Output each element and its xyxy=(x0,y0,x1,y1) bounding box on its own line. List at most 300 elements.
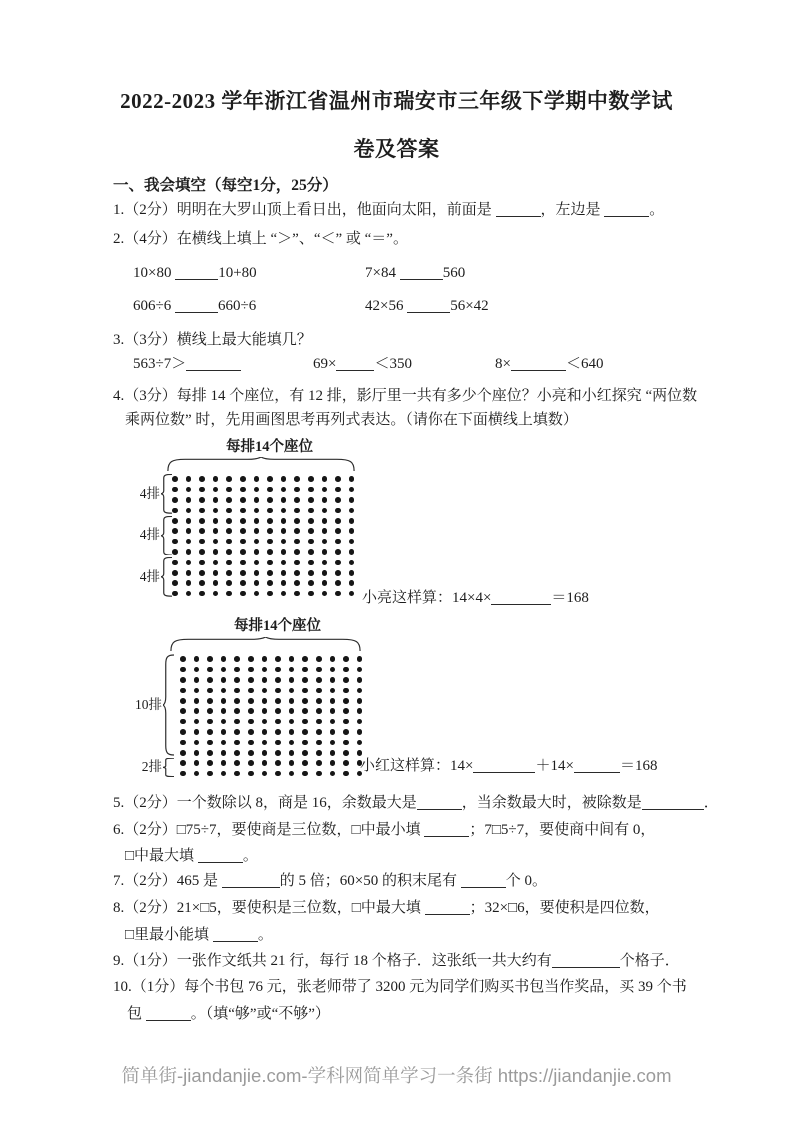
seat-dot xyxy=(275,729,281,735)
seat-dot xyxy=(308,560,314,566)
seat-dot xyxy=(335,476,341,482)
seat-dot xyxy=(275,677,281,683)
figure-2-calc xyxy=(360,756,657,776)
seat-dot xyxy=(199,580,205,586)
seat-dot xyxy=(226,549,232,555)
seat-dot xyxy=(207,760,213,766)
seat-dot xyxy=(302,719,308,725)
seat-dot-grid xyxy=(172,474,362,599)
seat-dot xyxy=(275,740,281,746)
seat-dot xyxy=(254,549,260,555)
seat-dot xyxy=(302,656,308,662)
seat-dot xyxy=(343,667,349,673)
seat-dot xyxy=(172,570,178,576)
seat-dot xyxy=(234,740,240,746)
seat-dot xyxy=(248,677,254,683)
seat-dot xyxy=(240,549,246,555)
seat-dot xyxy=(172,487,178,493)
seat-dot xyxy=(262,656,268,662)
seat-dot xyxy=(262,698,268,704)
seat-dot xyxy=(308,487,314,493)
calc-text: 小红这样算：14× xyxy=(360,758,474,774)
fill-blank xyxy=(400,264,443,280)
seat-dot xyxy=(316,729,322,735)
seat-dot xyxy=(302,740,308,746)
seat-dot xyxy=(207,750,213,756)
seat-dot xyxy=(289,740,295,746)
seat-dot xyxy=(226,528,232,534)
seat-dot xyxy=(335,591,341,597)
seat-dot xyxy=(275,708,281,714)
row-group-label: 4排 xyxy=(139,568,160,584)
seat-dot xyxy=(281,539,287,545)
seat-dot xyxy=(240,508,246,514)
seat-dot xyxy=(254,580,260,586)
seat-dot xyxy=(330,688,336,694)
seat-dot xyxy=(234,771,240,777)
question-8-line-2 xyxy=(125,925,273,945)
seat-dot xyxy=(335,497,341,503)
expression: 10×80 xyxy=(133,265,176,281)
seat-dot xyxy=(207,688,213,694)
fill-blank xyxy=(146,1005,191,1021)
seat-dot xyxy=(302,667,308,673)
question-2-expr xyxy=(365,296,489,316)
row-group-label: 4排 xyxy=(139,527,160,543)
seat-dot xyxy=(213,508,219,514)
seat-dot xyxy=(254,476,260,482)
seat-dot xyxy=(267,580,273,586)
seat-dot xyxy=(180,719,186,725)
seat-dot xyxy=(221,760,227,766)
seat-dot xyxy=(275,760,281,766)
seat-dot xyxy=(330,729,336,735)
seat-dot xyxy=(289,698,295,704)
seat-dot xyxy=(316,771,322,777)
seat-dot xyxy=(275,771,281,777)
question-3-expr xyxy=(495,354,603,374)
seat-dot xyxy=(221,729,227,735)
seat-dot xyxy=(207,740,213,746)
seat-dot xyxy=(308,570,314,576)
seat-dot xyxy=(254,591,260,597)
expression: 69× xyxy=(313,356,337,372)
seat-dot xyxy=(349,476,355,482)
seat-dot xyxy=(199,570,205,576)
seat-dot xyxy=(281,508,287,514)
seat-dot xyxy=(194,688,200,694)
seat-dot xyxy=(294,497,300,503)
seat-dot xyxy=(335,487,341,493)
seat-dot xyxy=(289,760,295,766)
seat-dot xyxy=(213,497,219,503)
seat-dot xyxy=(289,750,295,756)
seat-dot xyxy=(349,560,355,566)
seat-dot xyxy=(330,677,336,683)
seat-dot xyxy=(221,750,227,756)
seat-dot xyxy=(322,560,328,566)
seat-dot xyxy=(213,528,219,534)
seat-dot xyxy=(262,677,268,683)
question-2-expr xyxy=(133,296,256,316)
seat-dot xyxy=(221,719,227,725)
seat-dot xyxy=(281,487,287,493)
seat-dot xyxy=(226,591,232,597)
seat-dot xyxy=(240,487,246,493)
seat-dot xyxy=(221,708,227,714)
seat-dot xyxy=(207,656,213,662)
seat-dot xyxy=(172,560,178,566)
seat-dot xyxy=(322,539,328,545)
figure-2-row-groups xyxy=(126,653,174,778)
seat-dot xyxy=(226,580,232,586)
seat-dot xyxy=(357,740,363,746)
seat-dot xyxy=(349,539,355,545)
seat-dot xyxy=(294,508,300,514)
seat-dot xyxy=(289,688,295,694)
seat-dot xyxy=(267,528,273,534)
seat-dot xyxy=(213,487,219,493)
seat-dot xyxy=(275,667,281,673)
fill-blank xyxy=(496,201,541,217)
seat-dot xyxy=(234,729,240,735)
seat-dot xyxy=(335,528,341,534)
seat-dot xyxy=(343,719,349,725)
seat-dot xyxy=(294,487,300,493)
question-6-text: 6.（2分）□75÷7，要使商是三位数，□中最小填 xyxy=(113,822,425,838)
seat-dot xyxy=(199,528,205,534)
seat-dot xyxy=(322,580,328,586)
question-5-text: ． xyxy=(703,795,719,811)
footer-site-link[interactable]: 简单街-jiandanjie.com-学科网简单学习一条街 https://jiandanjie.com xyxy=(121,1065,672,1086)
seat-dot xyxy=(267,487,273,493)
seat-dot xyxy=(275,688,281,694)
seat-dot xyxy=(302,729,308,735)
expression: 10+80 xyxy=(218,265,257,281)
seat-dot xyxy=(172,528,178,534)
seat-dot xyxy=(180,656,186,662)
question-8-text: ；32×□6，要使积是四位数， xyxy=(469,900,660,916)
question-1-text: ，左边是 xyxy=(540,202,605,218)
calc-text: 小亮这样算：14×4× xyxy=(362,590,492,606)
seat-dot xyxy=(207,698,213,704)
seat-dot xyxy=(240,570,246,576)
expression: 606÷6 xyxy=(133,298,175,314)
expression: 8× xyxy=(495,356,511,372)
seat-dot xyxy=(343,688,349,694)
seat-dot xyxy=(281,591,287,597)
expression: ＜350 xyxy=(374,356,412,372)
seat-dot xyxy=(275,719,281,725)
seat-dot xyxy=(281,580,287,586)
seat-dot xyxy=(289,656,295,662)
seat-dot xyxy=(221,656,227,662)
seat-dot xyxy=(186,580,192,586)
fill-blank xyxy=(604,201,649,217)
question-2-expr xyxy=(133,263,257,283)
question-8-text: 。 xyxy=(257,927,273,943)
seat-dot xyxy=(308,508,314,514)
seat-dot xyxy=(281,528,287,534)
seat-dot xyxy=(294,476,300,482)
question-6-text: □中最大填 xyxy=(125,848,198,864)
seat-dot xyxy=(267,591,273,597)
seat-dot xyxy=(330,708,336,714)
question-5 xyxy=(113,793,719,813)
seat-dot xyxy=(213,560,219,566)
seat-dot xyxy=(281,476,287,482)
seat-dot xyxy=(289,771,295,777)
seat-dot xyxy=(207,771,213,777)
seat-dot xyxy=(240,560,246,566)
seat-dot xyxy=(254,487,260,493)
figure-2-caption: 每排14个座位 xyxy=(234,618,321,634)
seat-dot xyxy=(262,708,268,714)
fill-blank xyxy=(407,297,450,313)
seat-dot xyxy=(349,570,355,576)
seat-dot xyxy=(308,580,314,586)
seat-dot xyxy=(262,750,268,756)
seat-dot xyxy=(343,729,349,735)
seat-dot xyxy=(248,740,254,746)
seat-dot xyxy=(213,591,219,597)
seat-dot xyxy=(172,539,178,545)
question-7-text: 的 5 倍；60×50 的积末尾有 xyxy=(279,873,461,889)
seat-dot xyxy=(194,656,200,662)
seat-dot xyxy=(194,719,200,725)
seat-dot xyxy=(213,539,219,545)
row-group xyxy=(135,653,174,757)
seat-dot xyxy=(221,677,227,683)
seat-dot xyxy=(267,508,273,514)
seat-dot xyxy=(294,591,300,597)
seat-dot xyxy=(194,677,200,683)
seat-dot xyxy=(281,560,287,566)
expression: 42×56 xyxy=(365,298,408,314)
seat-dot xyxy=(262,740,268,746)
seat-dot xyxy=(199,518,205,524)
seat-dot xyxy=(234,698,240,704)
seat-dot xyxy=(262,688,268,694)
seat-dot xyxy=(349,487,355,493)
seat-dot xyxy=(240,497,246,503)
seat-dot xyxy=(316,750,322,756)
seat-dot xyxy=(343,677,349,683)
seat-dot xyxy=(180,688,186,694)
seat-dot xyxy=(262,667,268,673)
seat-dot xyxy=(302,698,308,704)
fill-blank xyxy=(642,794,704,810)
question-10-text: 。（填“够”或“不够”） xyxy=(190,1006,330,1022)
seat-dot xyxy=(207,667,213,673)
seat-dot xyxy=(308,549,314,555)
row-group xyxy=(140,556,172,598)
seat-dot xyxy=(308,476,314,482)
seat-dot xyxy=(308,497,314,503)
row-group-label: 4排 xyxy=(139,485,160,501)
seat-dot xyxy=(248,656,254,662)
fill-blank xyxy=(425,899,470,915)
seat-dot xyxy=(294,580,300,586)
seat-dot xyxy=(172,508,178,514)
seat-dot xyxy=(186,570,192,576)
seat-dot xyxy=(234,677,240,683)
seat-dot xyxy=(180,729,186,735)
seat-dot xyxy=(294,549,300,555)
seat-dot xyxy=(234,708,240,714)
question-6-line-1 xyxy=(113,820,655,840)
seat-dot xyxy=(240,591,246,597)
seat-dot xyxy=(248,708,254,714)
seat-dot xyxy=(248,688,254,694)
top-brace xyxy=(169,637,362,651)
seat-dot xyxy=(213,549,219,555)
question-8-line-1 xyxy=(113,898,660,918)
question-3-head: 3.（3分）横线上最大能填几？ xyxy=(113,332,312,348)
seat-dot xyxy=(172,549,178,555)
seat-dot xyxy=(194,667,200,673)
seat-dot xyxy=(199,560,205,566)
seat-dot xyxy=(186,591,192,597)
seat-dot xyxy=(226,518,232,524)
seat-dot xyxy=(335,508,341,514)
seat-dot xyxy=(234,667,240,673)
seat-dot xyxy=(316,760,322,766)
seat-dot xyxy=(330,656,336,662)
seat-dot xyxy=(335,518,341,524)
seat-dot xyxy=(207,729,213,735)
seat-dot xyxy=(330,750,336,756)
seat-dot xyxy=(254,508,260,514)
seat-dot xyxy=(234,750,240,756)
seat-dot xyxy=(262,771,268,777)
seat-dot xyxy=(330,719,336,725)
seat-dot xyxy=(289,729,295,735)
seat-dot xyxy=(240,518,246,524)
row-group xyxy=(140,515,172,557)
seat-dot xyxy=(294,560,300,566)
left-brace xyxy=(161,516,172,556)
fill-blank xyxy=(198,847,243,863)
seat-dot xyxy=(199,549,205,555)
seat-dot xyxy=(221,740,227,746)
fill-blank xyxy=(175,264,218,280)
seat-dot xyxy=(330,771,336,777)
fill-blank xyxy=(473,757,535,773)
seat-dot xyxy=(281,570,287,576)
seat-dot xyxy=(343,760,349,766)
seat-dot xyxy=(226,560,232,566)
seat-dot xyxy=(343,750,349,756)
seat-dot xyxy=(248,760,254,766)
seat-dot xyxy=(322,518,328,524)
seat-dot xyxy=(221,688,227,694)
section-1-heading: 一、我会填空（每空1分，25分） xyxy=(113,177,338,194)
seat-dot xyxy=(302,771,308,777)
seat-dot xyxy=(267,539,273,545)
seat-dot xyxy=(335,570,341,576)
seat-dot xyxy=(281,518,287,524)
fill-blank xyxy=(417,794,462,810)
calc-text: ＋14× xyxy=(535,758,574,774)
seat-dot xyxy=(267,570,273,576)
seat-dot xyxy=(316,667,322,673)
seat-dot xyxy=(281,549,287,555)
seat-dot xyxy=(254,518,260,524)
seat-dot xyxy=(357,729,363,735)
fill-blank xyxy=(491,589,551,605)
seat-dot xyxy=(186,560,192,566)
seat-dot xyxy=(213,580,219,586)
fill-blank xyxy=(336,355,374,371)
seat-dot xyxy=(221,667,227,673)
seat-dot xyxy=(172,591,178,597)
question-3-expr xyxy=(133,354,241,374)
seat-dot xyxy=(221,698,227,704)
seat-dot xyxy=(180,760,186,766)
seat-dot xyxy=(330,760,336,766)
seat-dot xyxy=(267,518,273,524)
left-brace xyxy=(163,654,174,756)
seat-dot xyxy=(226,570,232,576)
seat-dot xyxy=(199,476,205,482)
seat-dot xyxy=(248,667,254,673)
seat-dot xyxy=(294,528,300,534)
question-2-head: 2.（4分）在横线上填上 “＞”、“＜” 或 “＝”。 xyxy=(113,231,408,247)
fill-blank xyxy=(574,757,620,773)
expression: 563÷7＞ xyxy=(133,356,187,372)
seat-dot xyxy=(172,476,178,482)
seat-dot xyxy=(199,497,205,503)
seat-dot xyxy=(349,508,355,514)
expression: ＜640 xyxy=(565,356,604,372)
seat-dot xyxy=(194,750,200,756)
seat-dot xyxy=(294,518,300,524)
seat-dot xyxy=(357,719,363,725)
question-8-text: □里最小能填 xyxy=(125,927,213,943)
seat-dot xyxy=(343,771,349,777)
seat-dot xyxy=(357,667,363,673)
seat-dot xyxy=(343,656,349,662)
seat-dot xyxy=(316,677,322,683)
seat-dot xyxy=(194,708,200,714)
seat-dot xyxy=(357,656,363,662)
top-brace xyxy=(166,457,356,471)
seat-dot xyxy=(180,677,186,683)
fill-blank xyxy=(424,821,469,837)
question-2-expr xyxy=(365,263,465,283)
question-7-text: 个 0。 xyxy=(505,873,547,889)
seat-dot xyxy=(213,518,219,524)
seat-dot xyxy=(248,771,254,777)
seat-dot xyxy=(275,750,281,756)
left-brace xyxy=(161,557,172,597)
question-9-text: 9.（1分）一张作文纸共 21 行，每行 18 个格子．这张纸一共大约有 xyxy=(113,953,552,969)
seat-dot xyxy=(316,719,322,725)
seat-dot xyxy=(240,476,246,482)
seat-dot xyxy=(330,740,336,746)
question-1-text: 。 xyxy=(649,202,665,218)
seat-dot xyxy=(308,539,314,545)
question-10-line-1: 10.（1分）每个书包 76 元，张老师带了 3200 元为同学们购买书包当作奖品，买 39 个书 xyxy=(113,979,687,995)
seat-dot xyxy=(254,570,260,576)
seat-dot xyxy=(343,740,349,746)
seat-dot xyxy=(316,698,322,704)
page-title-line-1: 2022-2023 学年浙江省温州市瑞安市三年级下学期中数学试 xyxy=(120,89,673,113)
seat-dot xyxy=(267,560,273,566)
question-1-text: 1.（2分）明明在大罗山顶上看日出，他面向太阳，前面是 xyxy=(113,202,496,218)
seat-dot xyxy=(322,549,328,555)
